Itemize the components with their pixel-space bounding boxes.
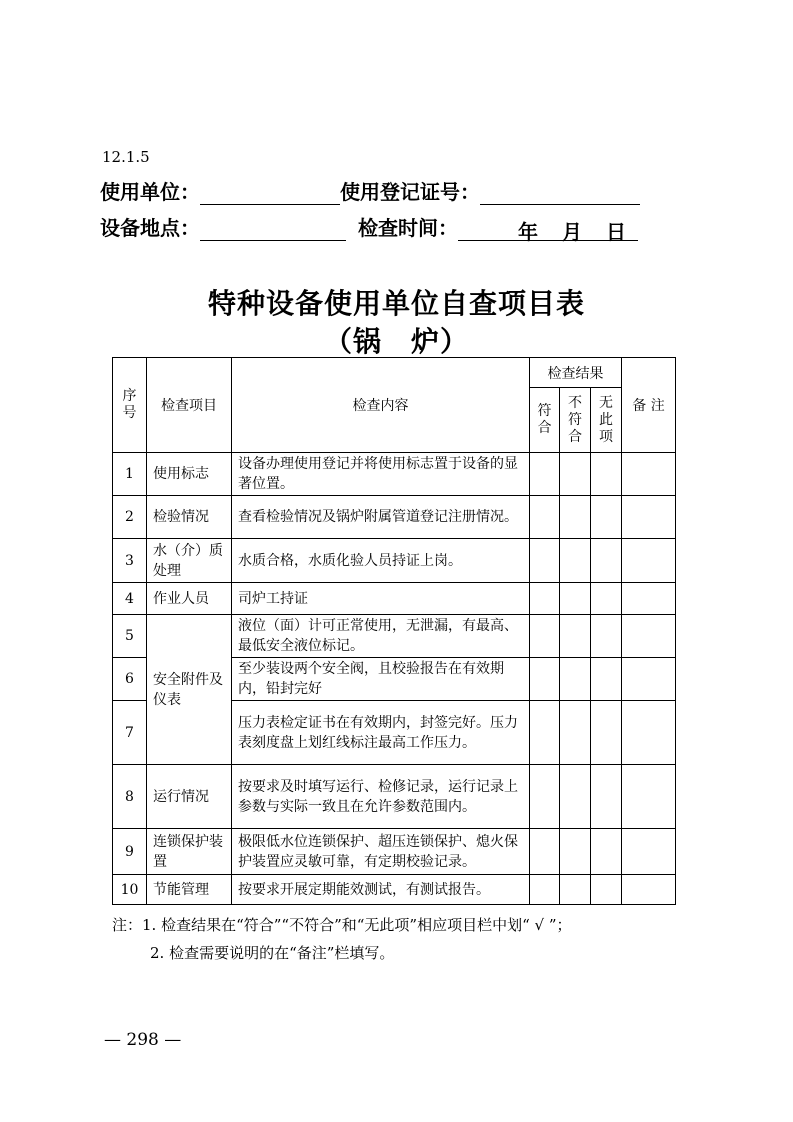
conform-cell[interactable] [530,539,560,583]
section-number: 12.1.5 [102,148,150,166]
nonconform-cell[interactable] [560,658,591,701]
conform-cell[interactable] [530,496,560,539]
remarks-cell[interactable] [622,615,676,658]
item-label: 水（介）质处理 [147,539,232,583]
item-label: 作业人员 [147,583,232,615]
col-content-header: 检查内容 [232,358,530,453]
nonconform-cell[interactable] [560,765,591,829]
col-nonconform-header: 不符合 [560,388,591,453]
registration-no-label: 使用登记证号： [340,180,480,204]
row-number: 10 [113,875,147,905]
col-na-header: 无此项 [591,388,622,453]
remarks-cell[interactable] [622,496,676,539]
note-line-2: 2. 检查需要说明的在“备注”栏填写。 [150,944,395,962]
conform-cell[interactable] [530,658,560,701]
na-cell[interactable] [591,765,622,829]
content-cell: 按要求及时填写运行、检修记录，运行记录上参数与实际一致且在允许参数范围内。 [232,765,530,829]
row-number: 9 [113,829,147,875]
item-label: 运行情况 [147,765,232,829]
content-cell: 设备办理使用登记并将使用标志置于设备的显著位置。 [232,453,530,496]
content-cell: 压力表检定证书在有效期内，封签完好。压力表刻度盘上划红线标注最高工作压力。 [232,701,530,765]
registration-no-field[interactable] [480,182,640,205]
day-label: 日 [606,220,626,244]
conform-cell[interactable] [530,583,560,615]
row-number: 6 [113,658,147,701]
table-row [113,496,676,539]
remarks-cell[interactable] [622,701,676,765]
remarks-cell[interactable] [622,875,676,905]
nonconform-cell[interactable] [560,615,591,658]
remarks-cell[interactable] [622,829,676,875]
nonconform-cell[interactable] [560,453,591,496]
use-unit-field[interactable] [200,182,340,205]
na-cell[interactable] [591,701,622,765]
page-title: 特种设备使用单位自查项目表 [207,287,585,320]
nonconform-cell[interactable] [560,829,591,875]
nonconform-cell[interactable] [560,583,591,615]
remarks-cell[interactable] [622,765,676,829]
col-result-header: 检查结果 [530,358,622,388]
item-label: 节能管理 [147,875,232,905]
row-number: 7 [113,701,147,765]
table-row [113,539,676,583]
content-cell: 查看检验情况及锅炉附属管道登记注册情况。 [232,496,530,539]
page-number: — 298 — [104,1030,182,1050]
remarks-cell[interactable] [622,453,676,496]
remarks-cell[interactable] [622,539,676,583]
item-label: 安全附件及仪表 [147,615,232,765]
location-field[interactable] [200,218,346,241]
item-label: 检验情况 [147,496,232,539]
row-number: 4 [113,583,147,615]
na-cell[interactable] [591,615,622,658]
table-row [113,875,676,905]
use-unit-label: 使用单位： [100,180,200,204]
row-number: 3 [113,539,147,583]
na-cell[interactable] [591,539,622,583]
header-line-1 [100,176,640,205]
na-cell[interactable] [591,875,622,905]
conform-cell[interactable] [530,829,560,875]
item-label: 连锁保护装置 [147,829,232,875]
na-cell[interactable] [591,453,622,496]
inspection-date-field[interactable] [458,218,638,244]
inspection-table [112,357,676,905]
inspection-time-label: 检查时间： [358,216,458,240]
conform-cell[interactable] [530,453,560,496]
table-row [113,615,676,658]
conform-cell[interactable] [530,701,560,765]
col-conform-header: 符合 [530,388,560,453]
remarks-cell[interactable] [622,658,676,701]
location-label: 设备地点： [100,216,200,240]
row-number: 8 [113,765,147,829]
item-label: 使用标志 [147,453,232,496]
content-cell: 极限低水位连锁保护、超压连锁保护、熄火保护装置应灵敏可靠，有定期校验记录。 [232,829,530,875]
nonconform-cell[interactable] [560,539,591,583]
content-cell: 按要求开展定期能效测试，有测试报告。 [232,875,530,905]
table-row [113,765,676,829]
content-cell: 水质合格，水质化验人员持证上岗。 [232,539,530,583]
nonconform-cell[interactable] [560,875,591,905]
conform-cell[interactable] [530,765,560,829]
na-cell[interactable] [591,829,622,875]
table-row [113,829,676,875]
na-cell[interactable] [591,658,622,701]
nonconform-cell[interactable] [560,701,591,765]
row-number: 1 [113,453,147,496]
na-cell[interactable] [591,583,622,615]
col-item-header: 检查项目 [147,358,232,453]
row-number: 5 [113,615,147,658]
year-label: 年 [518,220,538,244]
col-no-header: 序号 [113,358,147,453]
conform-cell[interactable] [530,615,560,658]
page-subtitle: （锅 炉） [323,325,469,358]
remarks-cell[interactable] [622,583,676,615]
content-cell: 至少装设两个安全阀，且校验报告在有效期内，铅封完好 [232,658,530,701]
month-label: 月 [562,220,582,244]
row-number: 2 [113,496,147,539]
nonconform-cell[interactable] [560,496,591,539]
note-line-1: 注：1. 检查结果在“符合”“不符合”和“无此项”相应项目栏中划“ √ ”； [112,916,572,934]
content-cell: 液位（面）计可正常使用，无泄漏，有最高、最低安全液位标记。 [232,615,530,658]
table-row [113,583,676,615]
header-line-2 [100,212,638,244]
conform-cell[interactable] [530,875,560,905]
na-cell[interactable] [591,496,622,539]
table-row [113,453,676,496]
content-cell: 司炉工持证 [232,583,530,615]
col-remarks-header: 备 注 [622,358,676,453]
